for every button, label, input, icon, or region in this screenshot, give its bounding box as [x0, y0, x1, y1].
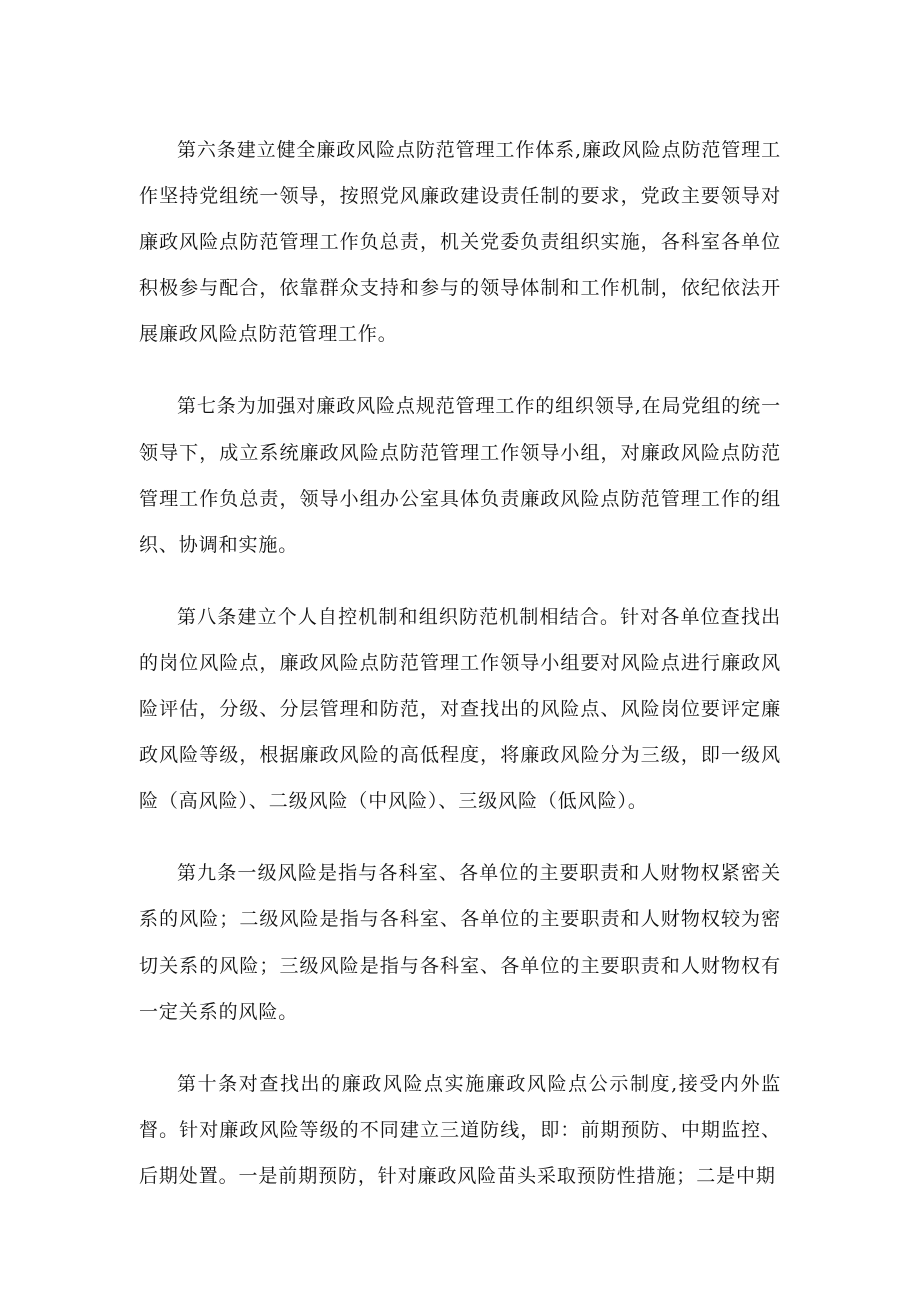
article-7: 第七条为加强对廉政风险点规范管理工作的组织领导,在局党组的统一领导下，成立系统廉政风险点防范管理工作领导小组，对廉政风险点防范管理工作负总责，领导小组办公室具体负责廉政风险点防范管理工作的组织、协调和实施。 [139, 395, 781, 556]
article-10: 第十条对查找出的廉政风险点实施廉政风险点公示制度,接受内外监督。针对廉政风险等级的不同建立三道防线，即：前期预防、中期监控、后期处置。一是前期预防，针对廉政风险苗头采取预防性措施；二是中期 [139, 1072, 781, 1187]
article-6: 第六条建立健全廉政风险点防范管理工作体系,廉政风险点防范管理工作坚持党组统一领导，按照党风廉政建设责任制的要求，党政主要领导对廉政风险点防范管理工作负总责，机关党委负责组织实施，各科室各单位积极参与配合，依靠群众支持和参与的领导体制和工作机制，依纪依法开展廉政风险点防范管理工作。 [139, 139, 781, 346]
document-body [139, 127, 781, 1199]
article-8: 第八条建立个人自控机制和组织防范机制相结合。针对各单位查找出的岗位风险点，廉政风险点防范管理工作领导小组要对风险点进行廉政风险评估，分级、分层管理和防范，对查找出的风险点、风险岗位要评定廉政风险等级，根据廉政风险的高低程度，将廉政风险分为三级，即一级风险（高风险）、二级风险（中风险）、三级风险（低风险）。 [139, 605, 781, 813]
article-9: 第九条一级风险是指与各科室、各单位的主要职责和人财物权紧密关系的风险；二级风险是指与各科室、各单位的主要职责和人财物权较为密切关系的风险；三级风险是指与各科室、各单位的主要职责和人财物权有一定关系的风险。 [139, 862, 781, 1023]
